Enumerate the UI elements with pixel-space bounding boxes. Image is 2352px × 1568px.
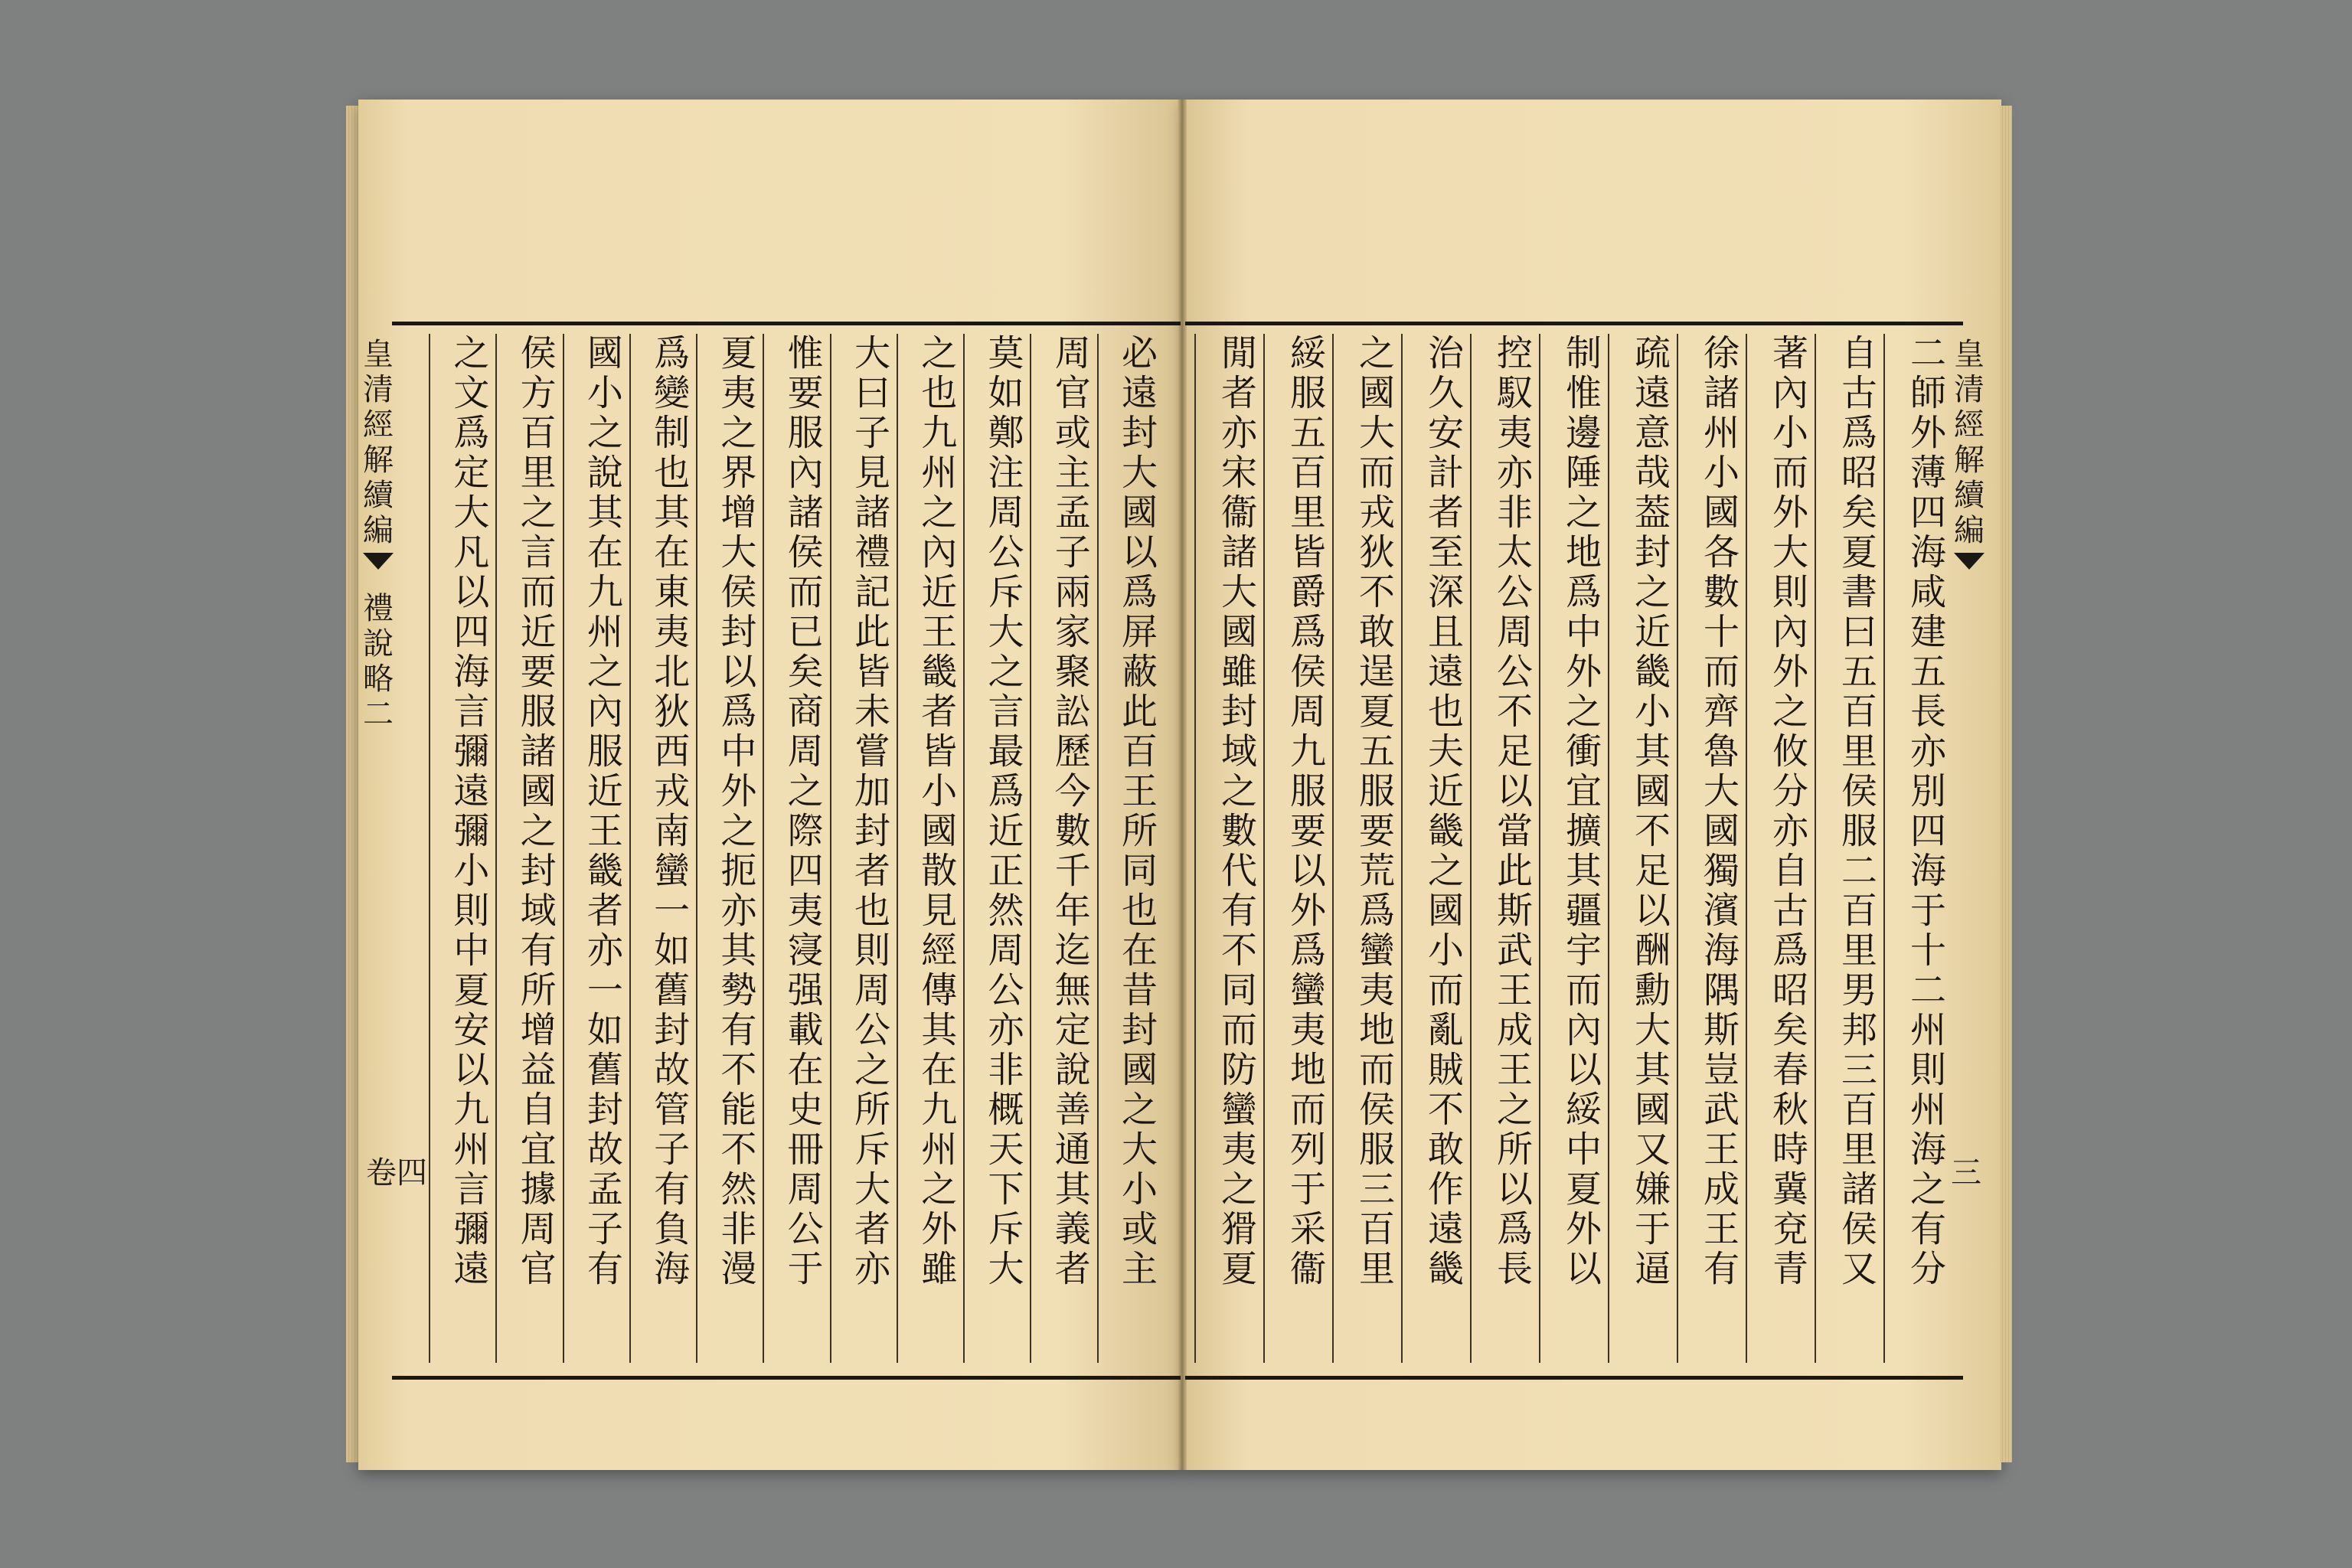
text-column: 大曰子見諸禮記此皆未嘗加封者也則周公之所斥大者亦 — [830, 334, 897, 1363]
left-running-title — [363, 337, 394, 732]
right-text-columns — [1194, 334, 1952, 1363]
label-character: 解 — [363, 443, 394, 478]
label-character: 卷 — [366, 1155, 397, 1191]
label-character: 續 — [1954, 478, 1984, 513]
text-column: 著內小而外大則內外之攸分亦自古爲昭矣春秋時冀兗青 — [1746, 334, 1815, 1363]
text-column: 控馭夷亦非太公周公不足以當此斯武王成王之所以爲長 — [1470, 334, 1539, 1363]
text-column: 治久安計者至深且遠也夫近畿之國小而亂賊不敢作遠畿 — [1401, 334, 1470, 1363]
running-title-text — [1954, 337, 1984, 548]
text-column: 周官或主孟子兩家聚訟歷今數千年迄無定說善通其義者 — [1030, 334, 1096, 1363]
text-column: 制惟邊陲之地爲中外之衝宜擴其疆宇而內以綏中夏外以 — [1539, 334, 1608, 1363]
fish-tail-mark — [1954, 553, 1984, 570]
section-title — [363, 591, 394, 732]
text-column: 侯方百里之言而近要服諸國之封域有所增益自宜據周官 — [495, 334, 562, 1363]
text-column: 惟要服內諸侯而已矣商周之際四夷寖强載在史冊周公于 — [763, 334, 829, 1363]
label-character: 禮 — [363, 591, 394, 626]
text-column: 二師外薄四海咸建五長亦別四海于十二州則州海之有分 — [1883, 334, 1952, 1363]
text-column: 閒者亦宋衞諸大國雖封域之數代有不同而防蠻夷之猾夏 — [1194, 334, 1263, 1363]
text-column: 爲變制也其在東夷北狄西戎南蠻一如舊封故管子有負海 — [629, 334, 696, 1363]
right-folio — [1951, 1148, 1981, 1192]
label-character: 略 — [363, 662, 394, 697]
text-column: 徐諸州小國各數十而齊魯大國獨濱海隅斯豈武王成王有 — [1677, 334, 1746, 1363]
text-column: 自古爲昭矣夏書曰五百里侯服二百里男邦三百里諸侯又 — [1815, 334, 1883, 1363]
label-character: 解 — [1954, 443, 1984, 478]
left-folio — [366, 1148, 427, 1192]
text-column: 莫如鄭注周公斥大之言最爲近正然周公亦非概天下斥大 — [963, 334, 1030, 1363]
fish-tail-mark — [363, 553, 394, 570]
left-page-edge — [346, 106, 358, 1462]
text-column: 疏遠意哉葢封之近畿小其國不足以酬勳大其國又嫌于逼 — [1608, 334, 1677, 1363]
right-page-edge — [2000, 106, 2012, 1462]
text-column: 夏夷之界增大侯封以爲中外之扼亦其勢有不能不然非漫 — [696, 334, 763, 1363]
label-character: 編 — [1954, 513, 1984, 548]
label-character: 經 — [363, 407, 394, 443]
label-character: 續 — [363, 478, 394, 513]
text-column: 之國大而戎狄不敢逞夏五服要荒爲蠻夷地而侯服三百里 — [1332, 334, 1401, 1363]
label-character: 皇 — [1954, 337, 1984, 372]
label-character: 經 — [1954, 407, 1984, 443]
right-running-title — [1954, 337, 1984, 574]
text-column: 國小之說其在九州之內服近王畿者亦一如舊封故孟子有 — [563, 334, 629, 1363]
label-character: 說 — [363, 626, 394, 662]
running-title-text — [363, 337, 394, 548]
text-column: 之也九州之內近王畿者皆小國散見經傳其在九州之外雖 — [897, 334, 963, 1363]
text-column: 之文爲定大凡以四海言彌遠彌小則中夏安以九州言彌遠 — [429, 334, 495, 1363]
label-character: 清 — [363, 372, 394, 407]
label-character: 編 — [363, 513, 394, 548]
label-character: 三 — [1951, 1155, 1981, 1191]
label-character: 清 — [1954, 372, 1984, 407]
label-character: 二 — [363, 697, 394, 732]
text-column: 綏服五百里皆爵爲侯周九服要以外爲蠻夷地而列于采衞 — [1263, 334, 1332, 1363]
text-column: 必遠封大國以爲屏蔽此百王所同也在昔封國之大小或主 — [1097, 334, 1164, 1363]
label-character: 四 — [397, 1155, 427, 1191]
label-character: 皇 — [363, 337, 394, 372]
left-text-columns — [429, 334, 1164, 1363]
